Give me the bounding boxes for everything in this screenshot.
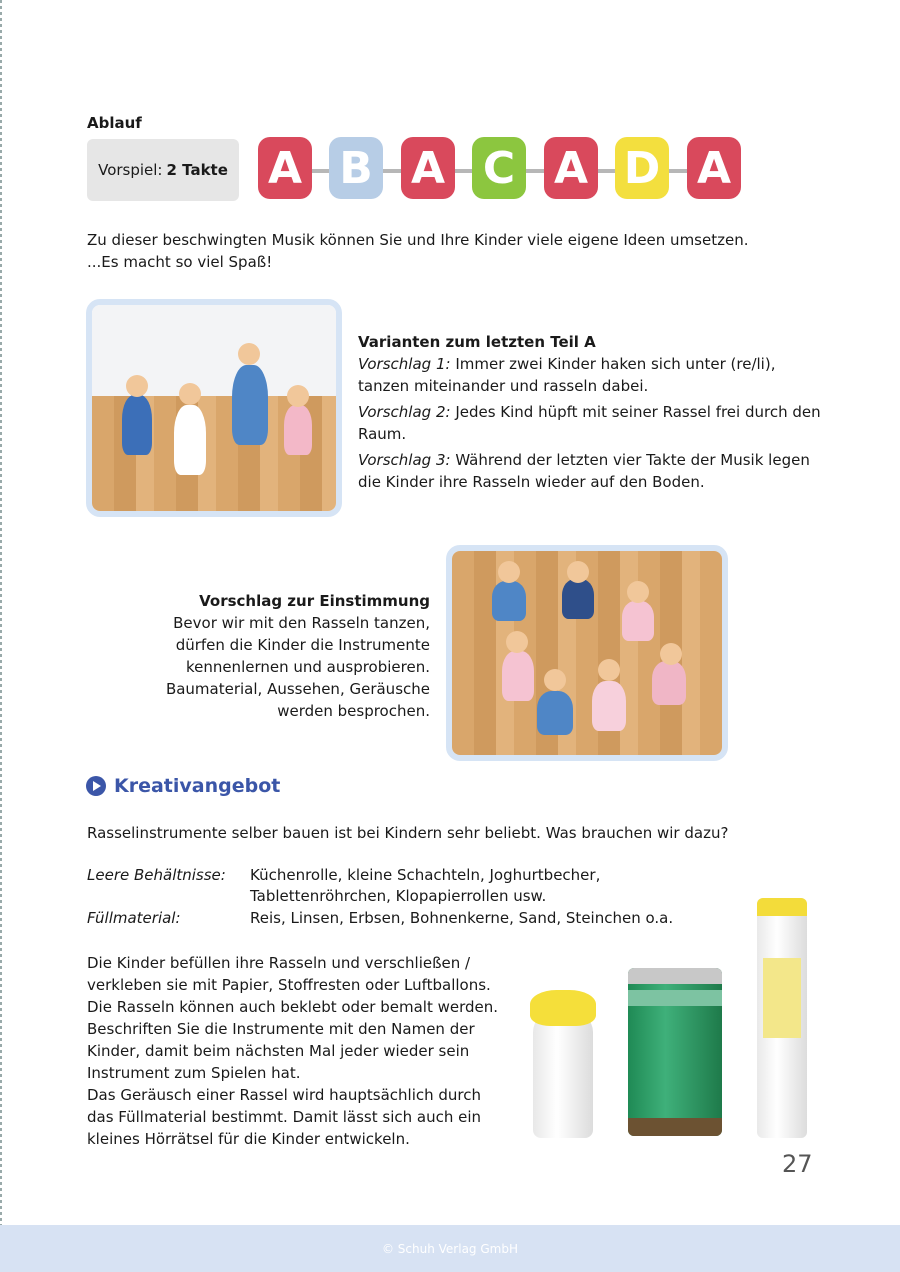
child-head <box>627 581 649 603</box>
einstimmung-block <box>130 590 430 722</box>
einstimmung-heading: Vorschlag zur Einstimmung <box>199 592 430 610</box>
body-line: Beschriften Sie die Instrumente mit den Namen der <box>87 1020 475 1038</box>
child-head <box>238 343 260 365</box>
footer <box>0 1225 900 1272</box>
einstimmung-line: werden besprochen. <box>277 702 430 720</box>
behaeltnisse-label: Leere Behältnisse: <box>87 866 226 884</box>
varianten-heading: Varianten zum letzten Teil A <box>358 333 596 351</box>
photo-children-circle <box>446 545 728 761</box>
child-figure <box>622 601 654 641</box>
child-head <box>179 383 201 405</box>
sequence-letter: D <box>615 137 669 199</box>
child-head <box>126 375 148 397</box>
page-number: 27 <box>782 1150 813 1178</box>
child-figure <box>502 651 534 701</box>
child-figure <box>232 365 268 445</box>
child-figure <box>122 395 152 455</box>
child-figure <box>492 581 526 621</box>
child-figure <box>284 405 312 455</box>
vorschlag-text: Immer zwei Kinder haken sich unter (re/li), tanzen miteinander und rasseln dabei. <box>358 355 776 395</box>
child-head <box>506 631 528 653</box>
tin-lid <box>628 968 722 984</box>
behaeltnisse-line: Küchenrolle, kleine Schachteln, Joghurtbecher, <box>250 866 601 884</box>
kreativ-question: Rasselinstrumente selber bauen ist bei Kindern sehr beliebt. Was brauchen wir dazu? <box>87 824 729 842</box>
varianten-block <box>358 331 828 497</box>
child-head <box>660 643 682 665</box>
tube-cap <box>757 898 807 916</box>
intro-line: ...Es macht so viel Spaß! <box>87 253 273 271</box>
kreativangebot-title: Kreativangebot <box>114 775 281 797</box>
einstimmung-line: Baumaterial, Aussehen, Geräusche <box>165 680 430 698</box>
behaeltnisse-value <box>250 865 600 907</box>
einstimmung-line: kennenlernen und ausprobieren. <box>185 658 430 676</box>
body-line: Die Rasseln können auch beklebt oder bemalt werden. <box>87 998 499 1016</box>
vorschlag-3 <box>358 449 828 493</box>
vorschlag-2 <box>358 401 828 445</box>
child-head <box>287 385 309 407</box>
tube-label <box>763 958 801 1038</box>
kreativangebot-heading <box>86 775 280 797</box>
vorschlag-1 <box>358 353 828 397</box>
einstimmung-line: Bevor wir mit den Rasseln tanzen, <box>173 614 430 632</box>
body-line: kleines Hörrätsel für die Kinder entwickeln. <box>87 1130 410 1148</box>
child-figure <box>174 405 206 475</box>
behaeltnisse-line: Tablettenröhrchen, Klopapierrollen usw. <box>250 887 547 905</box>
fuellmaterial-label: Füllmaterial: <box>87 909 181 927</box>
child-head <box>567 561 589 583</box>
body-line: das Füllmaterial bestimmt. Damit lässt sich auch ein <box>87 1108 482 1126</box>
body-line: Das Geräusch einer Rassel wird hauptsächlich durch <box>87 1086 481 1104</box>
body-line: verkleben sie mit Papier, Stoffresten oder Luftballons. <box>87 976 491 994</box>
vorspiel-label: Vorspiel: <box>98 161 163 179</box>
tin-base <box>628 1118 722 1136</box>
body-line: Kinder, damit beim nächsten Mal jeder wieder sein <box>87 1042 470 1060</box>
vorschlag-label: Vorschlag 3: <box>358 451 451 469</box>
kreativ-body <box>87 952 527 1150</box>
vorspiel-box <box>87 139 239 201</box>
ablauf-heading: Ablauf <box>87 114 142 132</box>
yogurt-bottle-image <box>530 990 596 1140</box>
vorschlag-label: Vorschlag 2: <box>358 403 451 421</box>
child-figure <box>562 579 594 619</box>
sequence-letter: A <box>544 137 598 199</box>
sequence-letter: B <box>329 137 383 199</box>
intro-line: Zu dieser beschwingten Musik können Sie und Ihre Kinder viele eigene Ideen umsetzen. <box>87 231 749 249</box>
page-edge <box>0 0 2 1225</box>
intro-text <box>87 229 827 273</box>
child-head <box>544 669 566 691</box>
child-figure <box>537 691 573 735</box>
child-head <box>598 659 620 681</box>
fuellmaterial-value: Reis, Linsen, Erbsen, Bohnenkerne, Sand, Steinchen o.a. <box>250 909 674 927</box>
vorspiel-value: 2 Takte <box>166 161 228 179</box>
green-tin-image <box>628 968 722 1136</box>
bottle-cap <box>530 990 596 1026</box>
child-figure <box>652 661 686 705</box>
sequence-letter: A <box>258 137 312 199</box>
vorschlag-label: Vorschlag 1: <box>358 355 451 373</box>
sequence-letter: C <box>472 137 526 199</box>
einstimmung-line: dürfen die Kinder die Instrumente <box>175 636 430 654</box>
play-circle-icon <box>86 776 106 796</box>
sequence-letter: A <box>687 137 741 199</box>
sequence-letter: A <box>401 137 455 199</box>
body-line: Die Kinder befüllen ihre Rasseln und verschließen / <box>87 954 471 972</box>
child-figure <box>592 681 626 731</box>
form-sequence <box>256 137 742 203</box>
tin-band <box>628 990 722 1006</box>
vorschlag-text: Während der letzten vier Takte der Musik legen die Kinder ihre Rasseln wieder auf den Boden. <box>358 451 810 491</box>
child-head <box>498 561 520 583</box>
tablet-tube-image <box>757 898 807 1138</box>
footer-copyright: © Schuh Verlag GmbH <box>381 1241 518 1256</box>
bottle-body <box>533 1012 593 1138</box>
body-line: Instrument zum Spielen hat. <box>87 1064 301 1082</box>
photo-dancing-children <box>86 299 342 517</box>
vorschlag-text: Jedes Kind hüpft mit seiner Rassel frei durch den Raum. <box>358 403 821 443</box>
